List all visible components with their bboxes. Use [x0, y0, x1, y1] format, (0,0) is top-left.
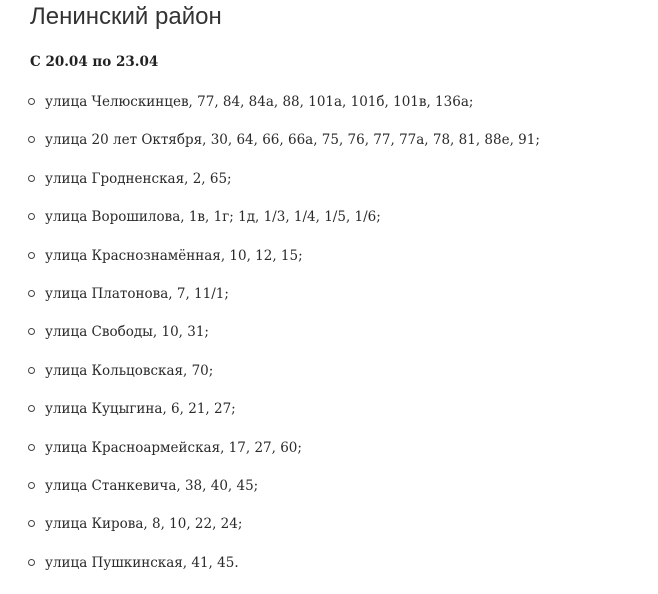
bullet-circle-icon: [28, 482, 35, 489]
street-text: улица Свободы, 10, 31;: [45, 324, 209, 341]
street-text: улица Станкевича, 38, 40, 45;: [45, 477, 259, 494]
bullet-circle-icon: [28, 175, 35, 182]
list-item: [0, 168, 540, 206]
list-item: [0, 129, 540, 167]
street-text: улица Платонова, 7, 11/1;: [45, 285, 229, 302]
date-period: С 20.04 по 23.04: [30, 54, 159, 70]
list-item: [0, 91, 540, 129]
bullet-circle-icon: [28, 328, 35, 335]
district-heading: Ленинский район: [30, 3, 222, 30]
street-text: улица Кольцовская, 70;: [45, 362, 214, 379]
street-list: [0, 91, 540, 590]
street-text: улица Куцыгина, 6, 21, 27;: [45, 401, 236, 418]
bullet-circle-icon: [28, 213, 35, 220]
list-item: [0, 513, 540, 551]
list-item: [0, 398, 540, 436]
list-item: [0, 321, 540, 359]
bullet-circle-icon: [28, 520, 35, 527]
bullet-circle-icon: [28, 98, 35, 105]
bullet-circle-icon: [28, 290, 35, 297]
street-text: улица Ворошилова, 1в, 1г; 1д, 1/3, 1/4, 1/5, 1/6;: [45, 209, 381, 226]
bullet-circle-icon: [28, 559, 35, 566]
street-text: улица 20 лет Октября, 30, 64, 66, 66а, 75, 76, 77, 77а, 78, 81, 88е, 91;: [45, 132, 540, 149]
bullet-circle-icon: [28, 252, 35, 259]
bullet-circle-icon: [28, 444, 35, 451]
street-text: улица Гродненская, 2, 65;: [45, 170, 232, 187]
list-item: [0, 360, 540, 398]
bullet-circle-icon: [28, 405, 35, 412]
list-item: [0, 245, 540, 283]
bullet-circle-icon: [28, 367, 35, 374]
list-item: [0, 552, 540, 590]
list-item: [0, 283, 540, 321]
street-text: улица Пушкинская, 41, 45.: [45, 554, 239, 571]
street-text: улица Краснознамённая, 10, 12, 15;: [45, 247, 303, 264]
street-text: улица Красноармейская, 17, 27, 60;: [45, 439, 302, 456]
street-text: улица Кирова, 8, 10, 22, 24;: [45, 516, 243, 533]
list-item: [0, 206, 540, 244]
list-item: [0, 475, 540, 513]
bullet-circle-icon: [28, 136, 35, 143]
list-item: [0, 437, 540, 475]
street-text: улица Челюскинцев, 77, 84, 84а, 88, 101а, 101б, 101в, 136а;: [45, 94, 474, 110]
